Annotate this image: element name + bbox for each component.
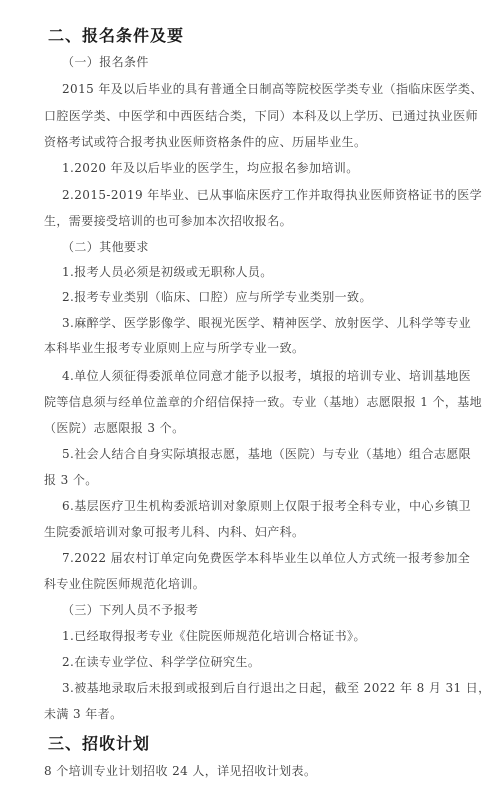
exclusion-item-3: 3.被基地录取后未报到或报到后自行退出之日起，截至 2022 年 8 月 31 日， (62, 681, 491, 695)
paragraph-line: 院等信息须与经单位盖章的介绍信保持一致。专业（基地）志愿限报 1 个，基地 (44, 395, 483, 409)
subheading-registration-conditions: （一）报名条件 (62, 55, 149, 69)
paragraph-line: 报 3 个。 (44, 473, 98, 487)
paragraph-line: 未满 3 年者。 (44, 707, 123, 721)
enrollment-plan-text: 8 个培训专业计划招收 24 人，详见招收计划表。 (44, 764, 317, 778)
condition-item-1: 1.2020 年及以后毕业的医学生，均应报名参加培训。 (62, 161, 359, 175)
section-heading-enrollment-plan: 三、招收计划 (48, 734, 151, 753)
subheading-excluded-persons: （三）下列人员不予报考 (62, 603, 199, 617)
paragraph-line: （医院）志愿限报 3 个。 (44, 421, 185, 435)
requirement-item-7: 7.2022 届农村订单定向免费医学本科毕业生以单位人方式统一报考参加全 (62, 551, 471, 565)
requirement-item-5: 5.社会人结合自身实际填报志愿，基地（医院）与专业（基地）组合志愿限 (62, 447, 472, 461)
paragraph-line: 口腔医学类、中医学和中西医结合类，下同）本科及以上学历、已通过执业医师 (44, 109, 479, 123)
exclusion-item-1: 1.已经取得报考专业《住院医师规范化培训合格证书》。 (62, 629, 366, 643)
requirement-item-4: 4.单位人须征得委派单位同意才能予以报考，填报的培训专业、培训基地医 (62, 369, 472, 383)
requirement-item-1: 1.报考人员必须是初级或无职称人员。 (62, 265, 273, 279)
section-heading-requirements: 二、报名条件及要 (48, 26, 185, 45)
requirement-item-6: 6.基层医疗卫生机构委派培训对象原则上仅限于报考全科专业，中心乡镇卫 (62, 499, 472, 513)
paragraph-line: 2015 年及以后毕业的具有普通全日制高等院校医学类专业（指临床医学类、 (62, 82, 483, 96)
paragraph-line: 本科毕业生报考专业原则上应与所学专业一致。 (44, 341, 305, 355)
subheading-other-requirements: （二）其他要求 (62, 240, 149, 254)
paragraph-line: 生，需要接受培训的也可参加本次招收报名。 (44, 214, 293, 228)
exclusion-item-2: 2.在读专业学位、科学学位研究生。 (62, 655, 261, 669)
paragraph-line: 生院委派培训对象可报考儿科、内科、妇产科。 (44, 525, 305, 539)
paragraph-line: 科专业住院医师规范化培训。 (44, 577, 206, 591)
condition-item-2: 2.2015-2019 年毕业、已从事临床医疗工作并取得执业医师资格证书的医学 (62, 188, 482, 202)
paragraph-line: 资格考试或符合报考执业医师资格条件的应、历届毕业生。 (44, 135, 367, 149)
requirement-item-3: 3.麻醉学、医学影像学、眼视光医学、精神医学、放射医学、儿科学等专业 (62, 316, 472, 330)
requirement-item-2: 2.报考专业类别（临床、口腔）应与所学专业类别一致。 (62, 290, 372, 304)
